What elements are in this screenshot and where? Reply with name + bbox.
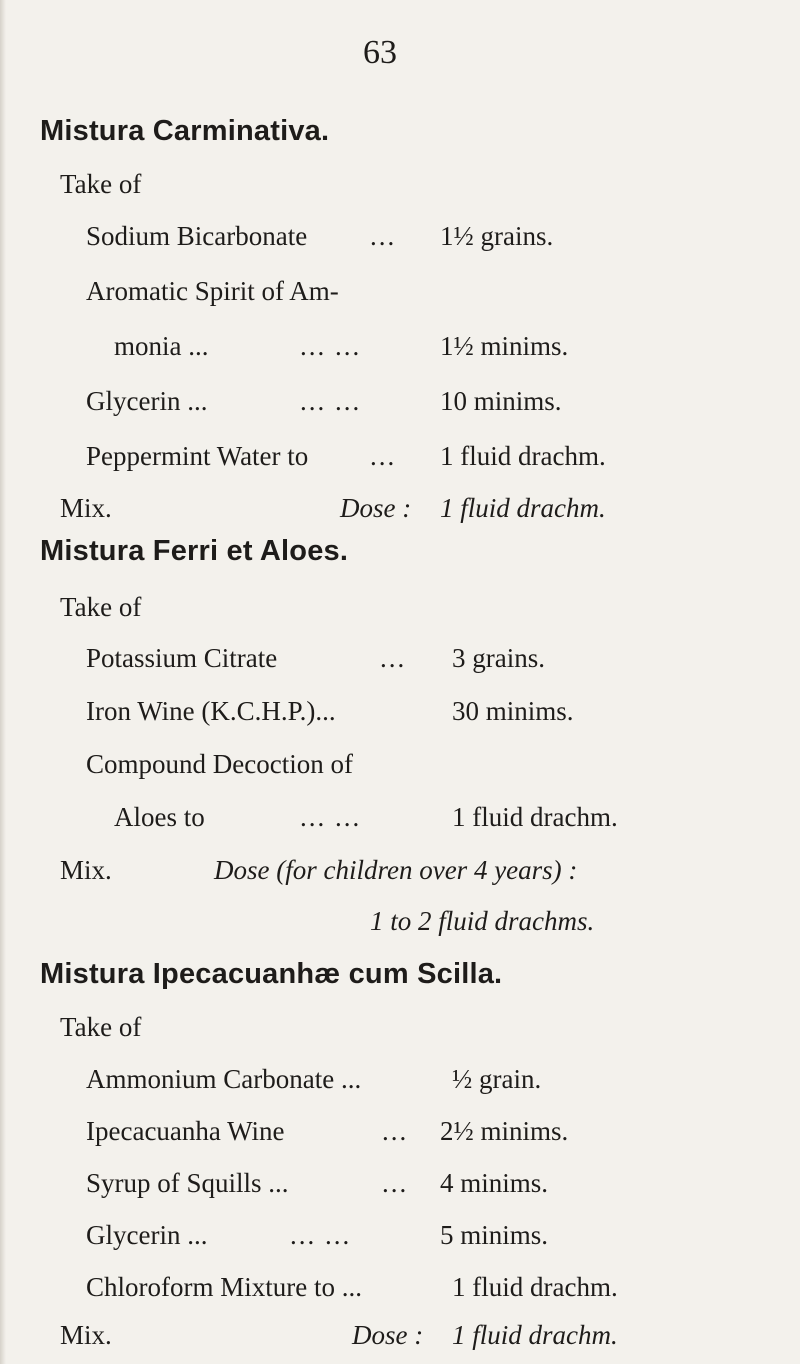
ingredient-amount: 1 fluid drachm. [452, 1272, 618, 1302]
leader-dots: ... [380, 643, 407, 673]
take-of-label: Take of [60, 1012, 142, 1042]
ingredient-amount: 1½ minims. [440, 331, 569, 361]
ingredient-name: Compound Decoction of [86, 749, 353, 779]
ingredient-name: Sodium Bicarbonate [86, 221, 308, 251]
dose-label: Dose : [340, 493, 412, 523]
take-of-label: Take of [60, 592, 142, 622]
ingredient-name: Aloes to [114, 802, 205, 832]
ingredient-name: Glycerin ... [86, 1220, 208, 1250]
mix-label: Mix. [60, 493, 112, 523]
ingredient-amount: 1½ grains. [440, 221, 554, 251]
leader-dots: ... [382, 1116, 409, 1146]
ingredient-amount: 10 minims. [440, 386, 562, 416]
dose-value: 1 fluid drachm. [452, 1320, 618, 1350]
leader-dots: ... [382, 1168, 409, 1198]
ingredient-name: Ammonium Carbonate ... [86, 1064, 362, 1094]
leader-dots: ... [370, 221, 397, 251]
ingredient-name: Peppermint Water to [86, 441, 309, 471]
ingredient-name: monia ... [114, 331, 209, 361]
mix-label: Mix. [60, 1320, 112, 1350]
leader-dots: ... ... [290, 1220, 352, 1250]
recipe-title: Mistura Ipecacuanhæ cum Scilla. [40, 958, 503, 990]
ingredient-name: Syrup of Squills ... [86, 1168, 289, 1198]
leader-dots: ... ... [300, 802, 362, 832]
ingredient-name: Chloroform Mixture to ... [86, 1272, 362, 1302]
leader-dots: ... ... [300, 386, 362, 416]
ingredient-name: Glycerin ... [86, 386, 208, 416]
dose-label: Dose (for children over 4 years) : [214, 855, 578, 885]
ingredient-amount: 3 grains. [452, 643, 545, 673]
ingredient-name: Potassium Citrate [86, 643, 278, 673]
dose-value: 1 fluid drachm. [440, 493, 606, 523]
ingredient-name: Ipecacuanha Wine [86, 1116, 285, 1146]
ingredient-amount: 5 minims. [440, 1220, 549, 1250]
dose-value: 1 to 2 fluid drachms. [370, 906, 595, 936]
ingredient-amount: 1 fluid drachm. [440, 441, 606, 471]
page-edge-shadow [0, 0, 6, 1364]
leader-dots: ... [370, 441, 397, 471]
ingredient-name: Aromatic Spirit of Am- [86, 276, 339, 306]
ingredient-name: Iron Wine (K.C.H.P.)... [86, 696, 336, 726]
take-of-label: Take of [60, 169, 142, 199]
ingredient-amount: 2½ minims. [440, 1116, 569, 1146]
mix-label: Mix. [60, 855, 112, 885]
recipe-title: Mistura Ferri et Aloes. [40, 535, 349, 567]
ingredient-amount: 30 minims. [452, 696, 574, 726]
ingredient-amount: 1 fluid drachm. [452, 802, 618, 832]
ingredient-amount: 4 minims. [440, 1168, 549, 1198]
page-number: 63 [363, 34, 397, 71]
leader-dots: ... ... [300, 331, 362, 361]
recipe-title: Mistura Carminativa. [40, 115, 330, 147]
ingredient-amount: ½ grain. [452, 1064, 542, 1094]
dose-label: Dose : [352, 1320, 424, 1350]
